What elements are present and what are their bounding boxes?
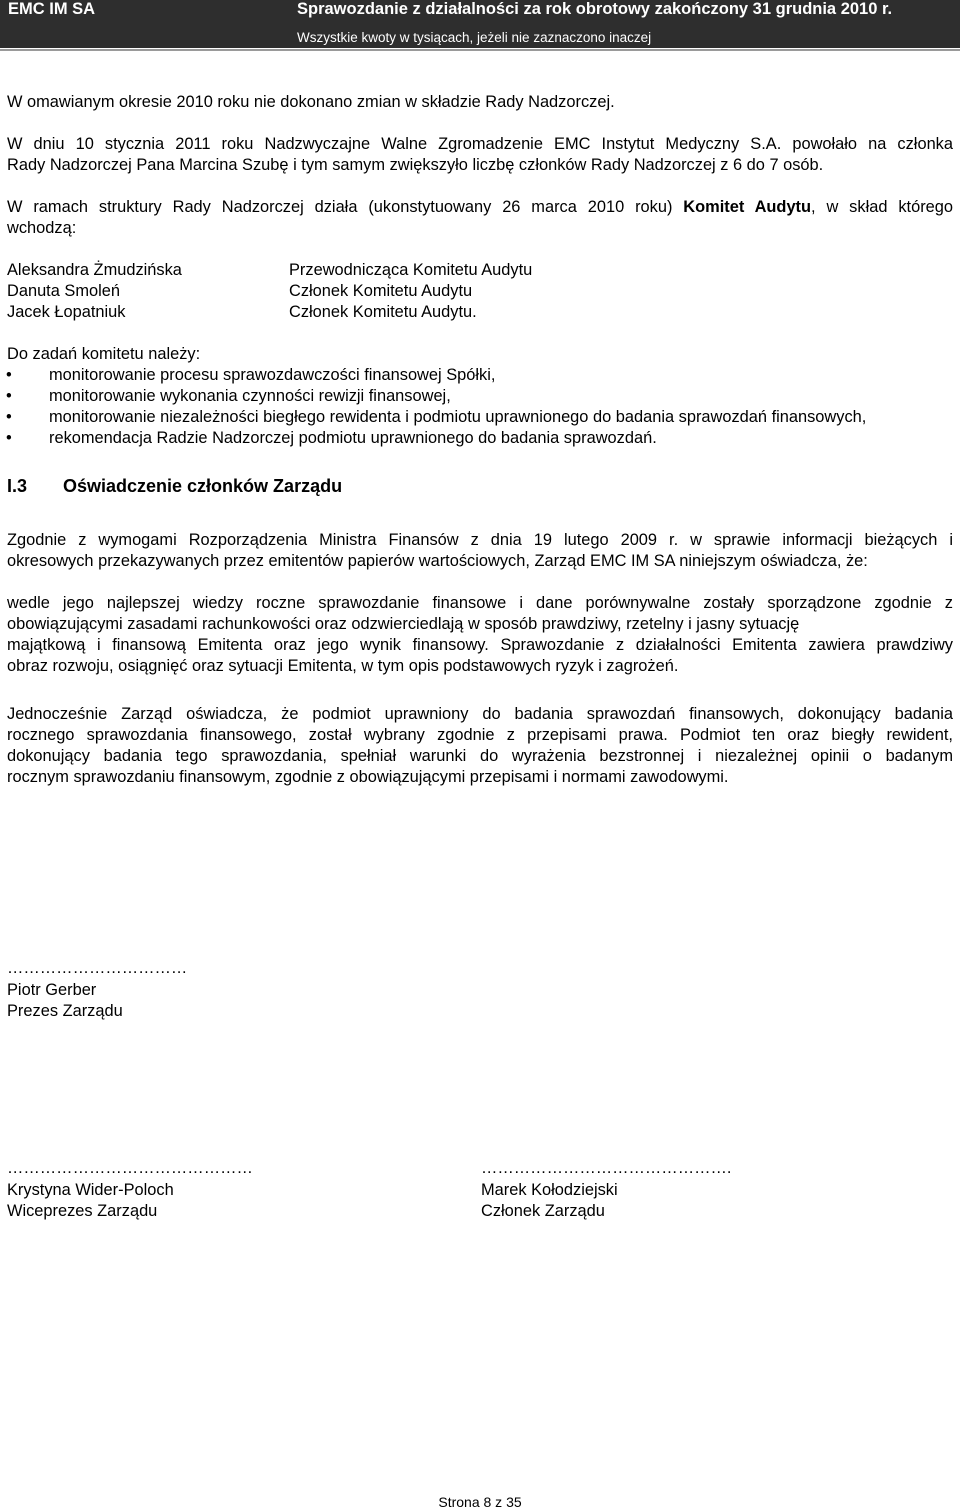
- bullet-icon: •: [6, 408, 12, 426]
- statement-regulation-line1: Zgodnie z wymogami Rozporządzenia Ministra Finansów z dnia 19 lutego 2009 r. w sprawie informacji bieżących i: [7, 531, 953, 549]
- audit-committee-bold: Komitet Audytu: [683, 198, 812, 216]
- signatory-name: Krystyna Wider-Poloch: [7, 1181, 174, 1199]
- bullet-icon: •: [6, 429, 12, 447]
- member-role: Przewodnicząca Komitetu Audytu: [289, 261, 533, 279]
- statement-financial-line4: obraz rozwoju, osiągnięć oraz sytuacji Emitenta, w tym opis podstawowych ryzyk i zagrożeń.: [7, 657, 679, 675]
- company-name: EMC IM SA: [8, 0, 96, 18]
- bullet-icon: •: [6, 366, 12, 384]
- bullet-icon: •: [6, 387, 12, 405]
- member-name: Jacek Łopatniuk: [7, 303, 126, 321]
- member-role: Członek Komitetu Audytu: [289, 282, 473, 300]
- signatory-title: Członek Zarządu: [481, 1202, 605, 1220]
- statement-financial-line3: majątkową i finansową Emitenta oraz jego wynik finansowy. Sprawozdanie z działalności Emitenta zawiera prawdziwy: [7, 636, 953, 654]
- paragraph-no-changes: W omawianym okresie 2010 roku nie dokonano zmian w składzie Rady Nadzorczej.: [7, 93, 615, 111]
- section-number: I.3: [7, 476, 28, 496]
- statement-auditor-line1: Jednocześnie Zarząd oświadcza, że podmiot uprawniony do badania sprawozdań finansowych, dokonujący badania: [7, 705, 953, 723]
- section-title: Oświadczenie członków Zarządu: [63, 476, 343, 496]
- paragraph-audit-committee-line2: wchodzą:: [7, 219, 77, 237]
- statement-regulation-line2: okresowych przekazywanych przez emitentów papierów wartościowych, Zarząd EMC IM SA niniejszym oświadcza, że:: [7, 552, 868, 570]
- header-divider: [0, 49, 960, 51]
- page-number: Strona 8 z 35: [438, 1494, 522, 1510]
- statement-financial-line1: wedle jego najlepszej wiedzy roczne sprawozdanie finansowe i dane porównywalne zostały sporządzone zgodnie z: [7, 594, 953, 612]
- signature-line: ……………………………: [7, 959, 188, 977]
- statement-auditor-line4: rocznym sprawozdaniu finansowym, zgodnie z obowiązującymi przepisami i normami zawodowymi.: [7, 768, 729, 786]
- member-role: Członek Komitetu Audytu.: [289, 303, 477, 321]
- signatory-title: Wiceprezes Zarządu: [7, 1202, 158, 1220]
- paragraph-audit-committee-line1: W ramach struktury Rady Nadzorczej działa (ukonstytuowany 26 marca 2010 roku) Komitet Audytu, w skład którego: [7, 198, 953, 216]
- tasks-intro: Do zadań komitetu należy:: [7, 345, 201, 363]
- member-name: Danuta Smoleń: [7, 282, 120, 300]
- signature-line: ……………………………………….: [481, 1159, 732, 1177]
- statement-financial-line2: obowiązującymi zasadami rachunkowości oraz odzwierciedlają w sposób prawdziwy, rzetelny i jasny sytuację: [7, 615, 800, 633]
- page-header: [0, 0, 960, 48]
- signatory-name: Piotr Gerber: [7, 981, 97, 999]
- paragraph-new-member-line1: W dniu 10 stycznia 2011 roku Nadzwyczajne Walne Zgromadzenie EMC Instytut Medyczny S.A. powołało na członka: [7, 135, 953, 153]
- task-item: monitorowanie procesu sprawozdawczości finansowej Spółki,: [49, 366, 496, 384]
- task-item: rekomendacja Radzie Nadzorczej podmiotu uprawnionego do badania sprawozdań.: [49, 429, 657, 447]
- statement-auditor-line3: dokonujący badania tego sprawozdania, spełniał warunki do wyrażenia bezstronnej i niezależnej opinii o badanym: [7, 747, 953, 765]
- signatory-name: Marek Kołodziejski: [481, 1181, 618, 1199]
- report-title: Sprawozdanie z działalności za rok obrotowy zakończony 31 grudnia 2010 r.: [297, 0, 893, 18]
- signatory-title: Prezes Zarządu: [7, 1002, 123, 1020]
- statement-auditor-line2: rocznego sprawozdania finansowego, został wybrany zgodnie z przepisami prawa. Podmiot ten oraz biegły rewident,: [7, 726, 953, 744]
- member-name: Aleksandra Żmudzińska: [7, 261, 182, 279]
- report-subtitle: Wszystkie kwoty w tysiącach, jeżeli nie zaznaczono inaczej: [297, 30, 652, 45]
- paragraph-new-member-line2: Rady Nadzorczej Pana Marcina Szubę i tym samym zwiększyło liczbę członków Rady Nadzorczej z 6 do 7 osób.: [7, 156, 824, 174]
- signature-line: ………………………………………: [7, 1159, 253, 1177]
- task-item: monitorowanie wykonania czynności rewizji finansowej,: [49, 387, 451, 405]
- task-item: monitorowanie niezależności biegłego rewidenta i podmiotu uprawnionego do badania sprawozdań finansowych,: [49, 408, 867, 426]
